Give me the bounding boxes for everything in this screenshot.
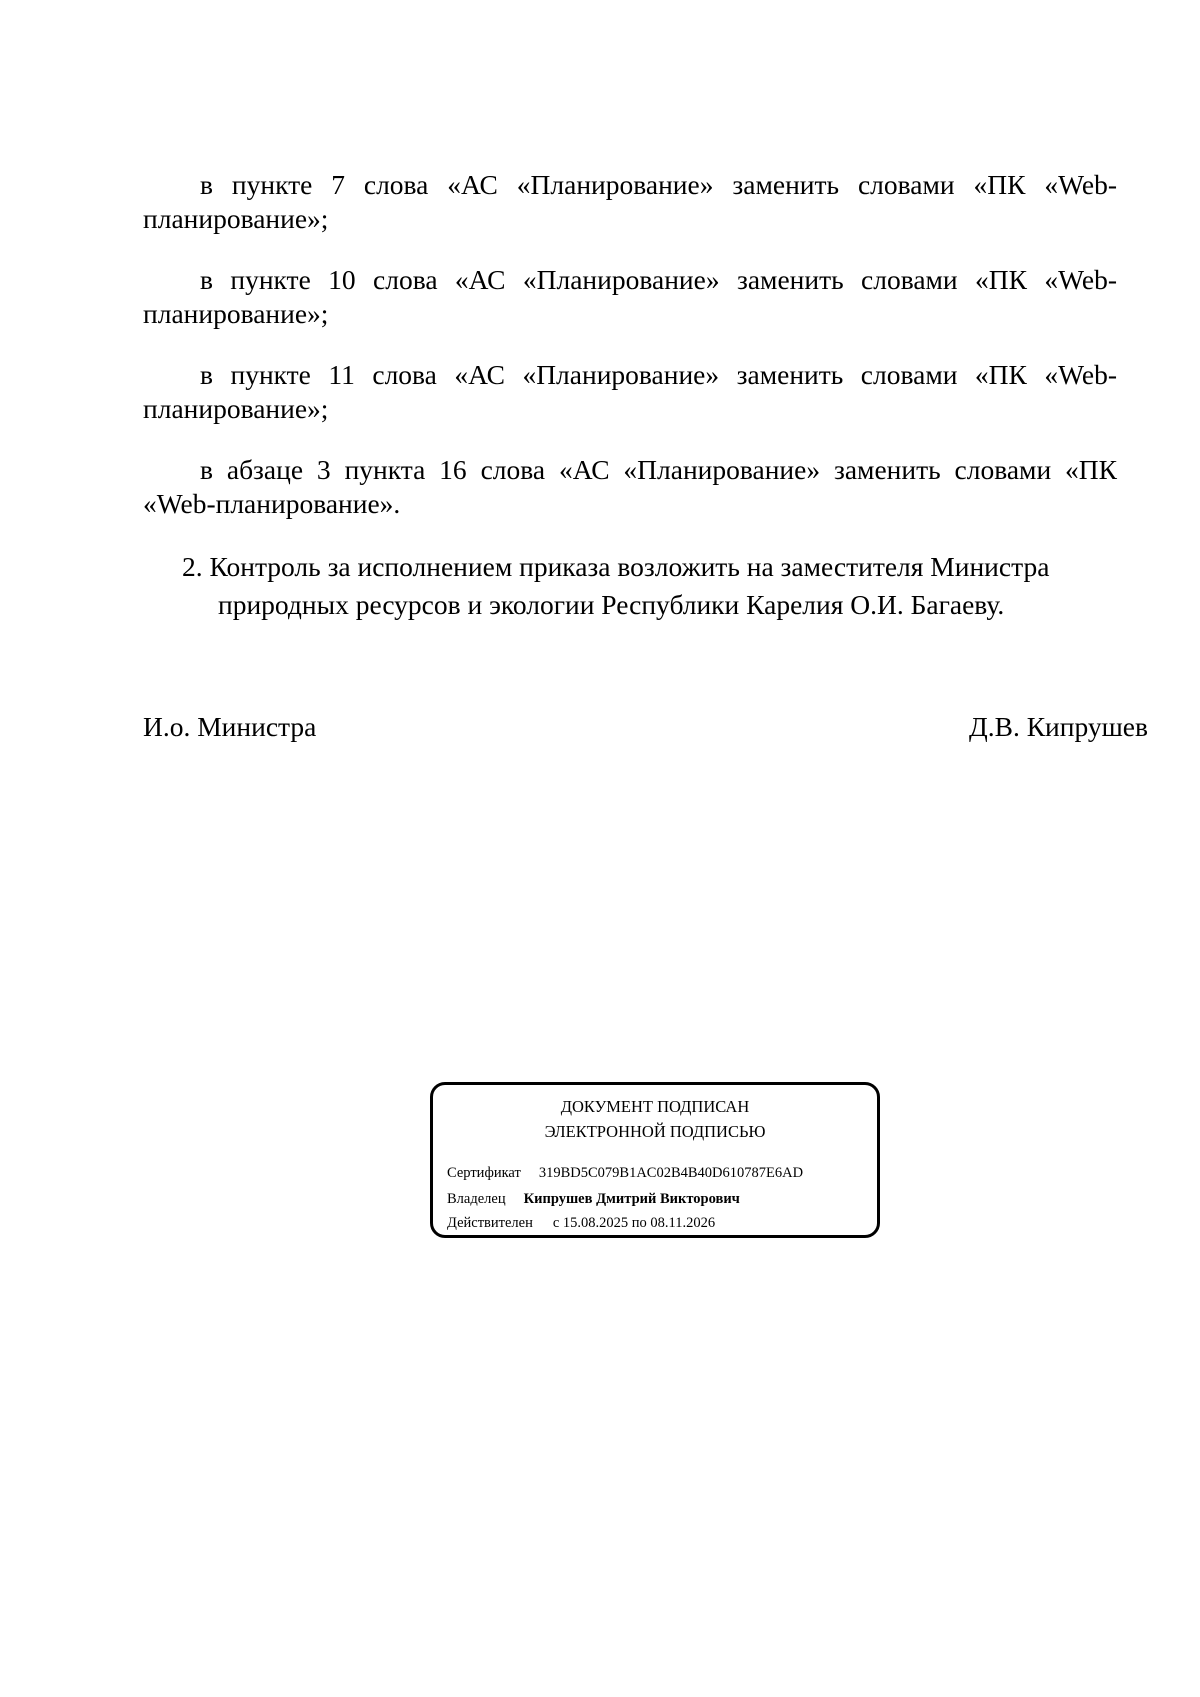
paragraph-item-16: в абзаце 3 пункта 16 слова «АС «Планирование» заменить словами «ПК «Web-планирование». bbox=[143, 454, 1117, 519]
paragraph-item-11: в пункте 11 слова «АС «Планирование» заменить словами «ПК «Web-планирование»; bbox=[143, 359, 1117, 424]
certificate-label: Сертификат bbox=[447, 1165, 521, 1181]
stamp-title-line-1: ДОКУМЕНТ ПОДПИСАН bbox=[560, 1097, 750, 1116]
stamp-title-line-2: ЭЛЕКТРОННОЙ ПОДПИСЬЮ bbox=[544, 1122, 766, 1141]
valid-label: Действителен bbox=[447, 1215, 533, 1231]
stamp-owner-row bbox=[447, 1190, 740, 1208]
control-paragraph bbox=[143, 548, 1117, 624]
stamp-validity-row bbox=[447, 1214, 715, 1232]
stamp-title bbox=[433, 1094, 877, 1144]
owner-label: Владелец bbox=[447, 1191, 506, 1207]
control-line-1: 2. Контроль за исполнением приказа возложить на заместителя Министра bbox=[182, 551, 1050, 582]
signer-position: И.о. Министра bbox=[143, 711, 317, 742]
owner-value: Кипрушев Дмитрий Викторович bbox=[523, 1191, 740, 1207]
certificate-value: 319BD5C079B1AC02B4B40D610787E6AD bbox=[538, 1165, 804, 1181]
control-line-2: природных ресурсов и экологии Республики Карелия О.И. Багаеву. bbox=[218, 589, 1005, 620]
signer-name: Д.В. Кипрушев bbox=[968, 711, 1148, 742]
document-body bbox=[143, 168, 1117, 624]
electronic-signature-stamp bbox=[430, 1082, 880, 1238]
valid-value: с 15.08.2025 по 08.11.2026 bbox=[552, 1215, 716, 1231]
paragraph-item-7: в пункте 7 слова «АС «Планирование» заменить словами «ПК «Web-планирование»; bbox=[143, 169, 1117, 234]
paragraph-item-10: в пункте 10 слова «АС «Планирование» заменить словами «ПК «Web-планирование»; bbox=[143, 264, 1117, 329]
stamp-certificate-row bbox=[447, 1164, 803, 1182]
